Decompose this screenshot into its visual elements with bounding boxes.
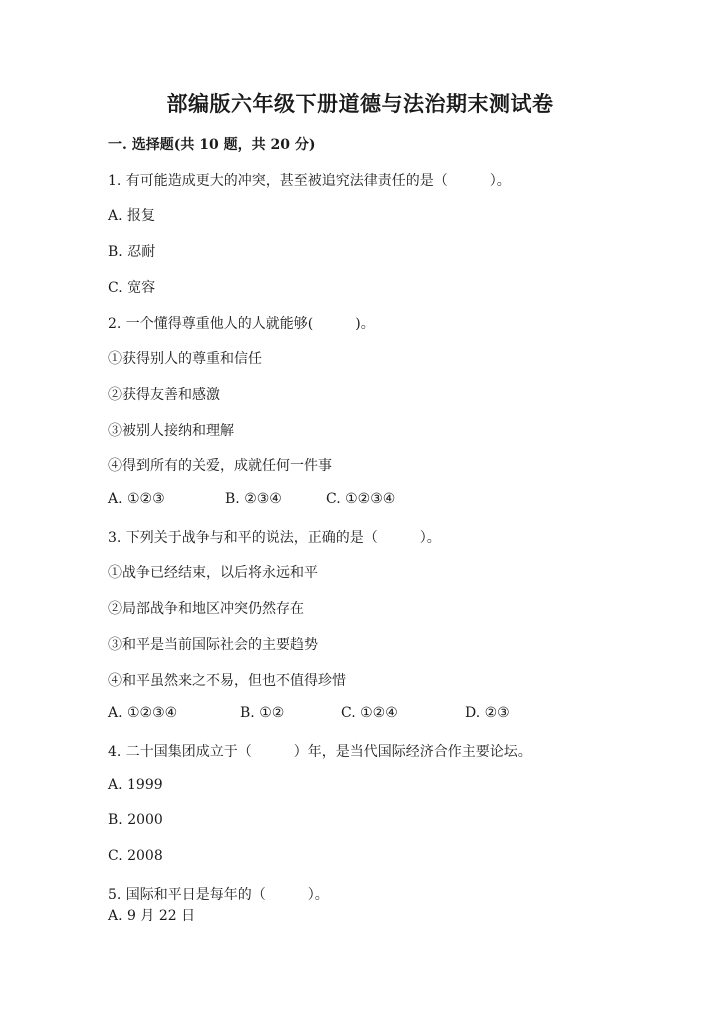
question-3-choice-b: B. ①② — [240, 705, 285, 721]
question-1-stem: 1. 有可能造成更大的冲突，甚至被追究法律责任的是（ ）。 — [108, 173, 511, 189]
question-2-statement-1: ①获得别人的尊重和信任 — [108, 351, 262, 367]
question-4-option-a: A. 1999 — [108, 777, 163, 793]
section-heading: 一. 选择题(共 10 题，共 20 分) — [108, 137, 316, 153]
question-1-option-b: B. 忍耐 — [108, 244, 156, 260]
question-2-choices — [108, 491, 608, 511]
question-2-choice-b: B. ②③④ — [225, 491, 282, 507]
question-3-choices — [108, 705, 608, 725]
question-3-choice-d: D. ②③ — [465, 705, 510, 721]
question-3-statement-1: ①战争已经结束，以后将永远和平 — [108, 565, 318, 581]
question-1-option-c: C. 宽容 — [108, 280, 156, 296]
question-2-statement-2: ②获得友善和感激 — [108, 387, 220, 403]
question-4-option-b: B. 2000 — [108, 812, 163, 828]
question-3-statement-4: ④和平虽然来之不易，但也不值得珍惜 — [108, 673, 346, 689]
question-2-choice-c: C. ①②③④ — [326, 491, 396, 507]
question-3-statement-2: ②局部战争和地区冲突仍然存在 — [108, 601, 304, 617]
question-2-statement-3: ③被别人接纳和理解 — [108, 423, 234, 439]
question-4-option-c: C. 2008 — [108, 848, 163, 864]
question-2-statement-4: ④得到所有的关爱，成就任何一件事 — [108, 458, 332, 474]
question-2-stem: 2. 一个懂得尊重他人的人就能够( )。 — [108, 316, 375, 332]
page-title: 部编版六年级下册道德与法治期末测试卷 — [166, 91, 554, 116]
question-5-stem: 5. 国际和平日是每年的（ ）。 — [108, 887, 329, 903]
question-4-stem: 4. 二十国集团成立于（ ）年，是当代国际经济合作主要论坛。 — [108, 744, 532, 760]
question-5-option-a: A. 9 月 22 日 — [108, 908, 196, 924]
question-1-option-a: A. 报复 — [108, 208, 156, 224]
question-3-stem: 3. 下列关于战争与和平的说法，正确的是（ ）。 — [108, 530, 441, 546]
question-2-choice-a: A. ①②③ — [108, 491, 165, 507]
question-3-choice-a: A. ①②③④ — [108, 705, 178, 721]
question-3-choice-c: C. ①②④ — [341, 705, 398, 721]
question-3-statement-3: ③和平是当前国际社会的主要趋势 — [108, 637, 318, 653]
